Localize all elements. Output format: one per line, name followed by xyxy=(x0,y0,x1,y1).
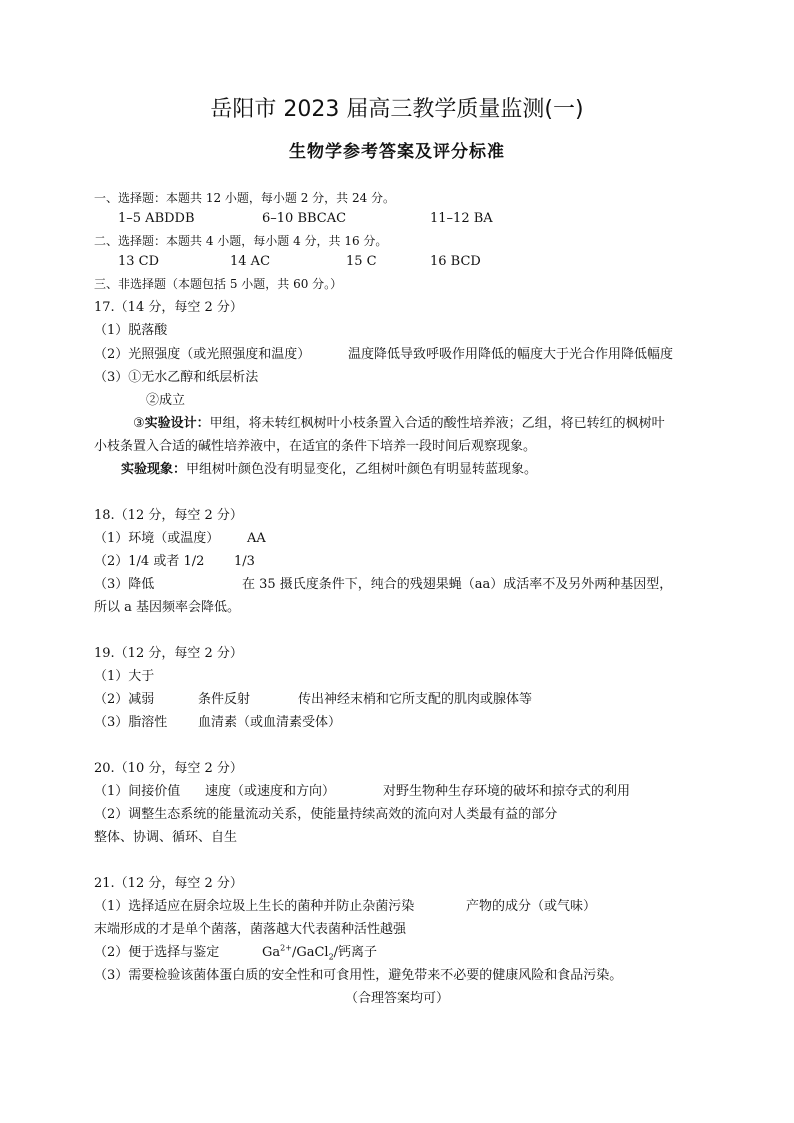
q18-answer-3-cont: 所以 a 基因频率会降低。 xyxy=(94,600,241,615)
q17-answer-2a: （2）光照强度（或光照强度和温度） xyxy=(94,347,311,362)
q17-answer-3c xyxy=(133,415,665,433)
q21-answer-2a: （2）便于选择与鉴定 xyxy=(94,945,220,960)
q18-answer-2b: 1/3 xyxy=(234,554,255,569)
q17-answer-3a: （3）①无水乙醇和纸层析法 xyxy=(94,370,259,385)
section2-heading: 二、选择题：本题共 4 小题，每小题 4 分，共 16 分。 xyxy=(94,234,388,248)
q21-header: 21.（12 分，每空 2 分） xyxy=(94,876,243,891)
answer-16: 16 BCD xyxy=(430,254,481,269)
q20-header: 20.（10 分，每空 2 分） xyxy=(94,761,243,776)
section1-heading: 一、选择题：本题共 12 小题，每小题 2 分，共 24 分。 xyxy=(94,191,396,205)
q21-answer-2b xyxy=(262,944,377,962)
q21-ga-superscript: 2+ xyxy=(280,943,292,953)
q17-answer-1: （1）脱落酸 xyxy=(94,323,168,338)
q17-phenomenon-text: 甲组树叶颜色没有明显变化，乙组树叶颜色有明显转蓝现象。 xyxy=(186,462,538,477)
q17-phenomenon xyxy=(121,461,537,479)
q19-answer-2a: （2）减弱 xyxy=(94,692,155,707)
footer-note: （合理答案均可） xyxy=(344,991,449,1006)
q20-answer-1a: （1）间接价值 xyxy=(94,784,181,799)
answer-group-11-12: 11–12 BA xyxy=(430,211,493,226)
answer-15: 15 C xyxy=(346,254,377,269)
q18-answer-3a: （3）降低 xyxy=(94,577,155,592)
q17-design-text: 甲组，将未转红枫树叶小枝条置入合适的酸性培养液；乙组，将已转红的枫树叶 xyxy=(209,416,665,431)
q17-design-cont: 小枝条置入合适的碱性培养液中，在适宜的条件下培养一段时间后观察现象。 xyxy=(94,439,537,454)
q21-answer-3: （3）需要检验该菌体蛋白质的安全性和可食用性，避免带来不必要的健康风险和食品污染。 xyxy=(94,968,623,983)
q21-answer-1b: 产物的成分（或气味） xyxy=(466,899,597,914)
q21-answer-1-cont: 末端形成的才是单个菌落，菌落越大代表菌种活性越强 xyxy=(94,922,407,937)
page-subtitle: 生物学参考答案及评分标准 xyxy=(289,142,505,162)
q20-answer-1b: 速度（或速度和方向） xyxy=(205,784,336,799)
q17-answer-2b: 温度降低导致呼吸作用降低的幅度大于光合作用降低幅度 xyxy=(348,347,674,362)
q18-answer-3b: 在 35 摄氏度条件下，纯合的残翅果蝇（aa）成活率不及另外两种基因型， xyxy=(242,577,673,592)
q21-ga-text: Ga xyxy=(262,945,281,960)
answer-group-1-5: 1–5 ABDDB xyxy=(118,211,195,226)
answer-group-6-10: 6–10 BBCAC xyxy=(262,211,347,226)
q18-answer-1b: AA xyxy=(247,531,266,546)
q18-answer-2a: （2）1/4 或者 1/2 xyxy=(94,554,205,569)
answer-13: 13 CD xyxy=(118,254,160,269)
q20-answer-2: （2）调整生态系统的能量流动关系，使能量持续高效的流向对人类最有益的部分 xyxy=(94,807,558,822)
q19-answer-2c: 传出神经末梢和它所支配的肌肉或腺体等 xyxy=(298,692,533,707)
q17-answer-3b: ②成立 xyxy=(146,393,186,408)
q20-answer-2-cont: 整体、协调、循环、自生 xyxy=(94,830,238,845)
q20-answer-1c: 对野生物种生存环境的破坏和掠夺式的利用 xyxy=(383,784,631,799)
q17-phenomenon-label: 实验现象： xyxy=(121,462,187,477)
q21-gacl-text: /GaCl xyxy=(291,945,329,960)
q21-answer-1a: （1）选择适应在厨余垃圾上生长的菌种并防止杂菌污染 xyxy=(94,899,415,914)
answer-14: 14 AC xyxy=(230,254,271,269)
q19-answer-3b: 血清素（或血清素受体） xyxy=(198,715,342,730)
q19-answer-3a: （3）脂溶性 xyxy=(94,715,168,730)
q17-circle-3: ③ xyxy=(133,416,145,431)
q21-calcium-text: /钙离子 xyxy=(333,945,378,960)
page-title: 岳阳市 2023 届高三教学质量监测(一) xyxy=(210,97,584,122)
q19-header: 19.（12 分，每空 2 分） xyxy=(94,646,243,661)
q17-header: 17.（14 分，每空 2 分） xyxy=(94,300,243,315)
q21-gacl-subscript: 2 xyxy=(328,952,334,962)
q17-design-label: 实验设计： xyxy=(144,416,210,431)
q19-answer-2b: 条件反射 xyxy=(198,692,251,707)
section3-heading: 三、非选择题（本题包括 5 小题，共 60 分。） xyxy=(94,277,343,291)
q18-answer-1a: （1）环境（或温度） xyxy=(94,531,220,546)
q18-header: 18.（12 分，每空 2 分） xyxy=(94,508,243,523)
q19-answer-1: （1）大于 xyxy=(94,669,155,684)
